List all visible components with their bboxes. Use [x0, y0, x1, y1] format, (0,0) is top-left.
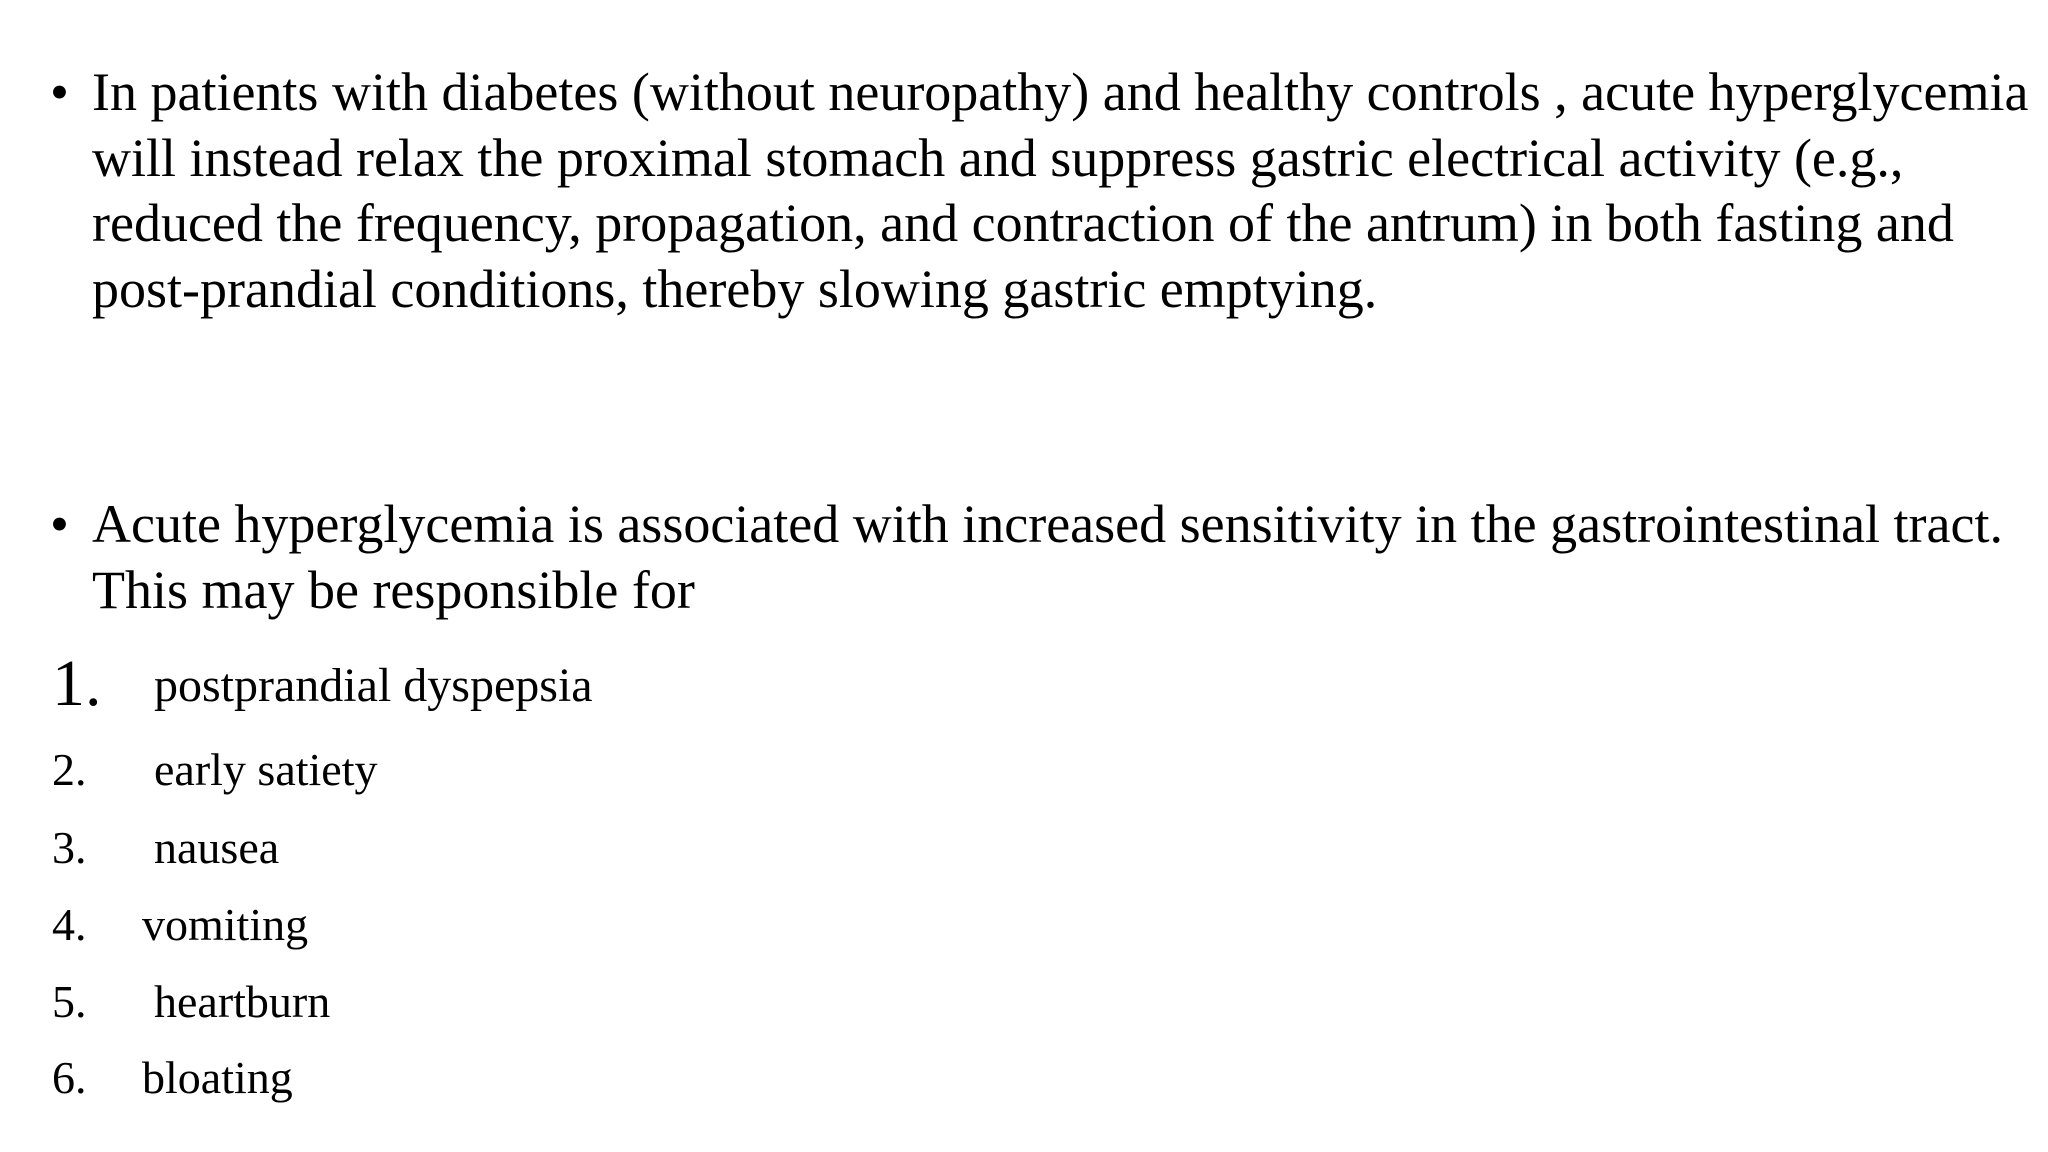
- list-label: postprandial dyspepsia: [154, 659, 593, 712]
- list-label: nausea: [154, 822, 280, 873]
- list-number: 5.: [52, 976, 87, 1027]
- bullet-marker: •: [50, 62, 69, 122]
- bullet-point: [50, 492, 2040, 632]
- bullet-text: Acute hyperglycemia is associated with increased sensitivity in the gastrointestinal tract. This may be responsible for: [92, 494, 2003, 620]
- list-number: 1.: [52, 647, 102, 720]
- bullet-text: In patients with diabetes (without neuropathy) and healthy controls , acute hyperglycemia will instead relax the proximal stomach and suppress gastric electrical activity (e.g., reduced the frequency, propagation, and contraction of the antrum) in both fasting and post-prandial conditions, thereby slowing gastric emptying.: [92, 62, 2029, 319]
- list-number: 6.: [52, 1052, 87, 1103]
- list-label: bloating: [142, 1052, 293, 1103]
- list-number: 2.: [52, 744, 87, 795]
- list-label: early satiety: [154, 744, 378, 795]
- list-item: [52, 974, 330, 1030]
- list-item: [52, 647, 593, 720]
- list-number: 3.: [52, 822, 87, 873]
- bullet-point: [50, 60, 2040, 400]
- list-number: 4.: [52, 899, 87, 950]
- list-item: [52, 1050, 293, 1106]
- list-label: vomiting: [142, 899, 309, 950]
- list-label: heartburn: [154, 976, 331, 1027]
- bullet-marker: •: [50, 494, 69, 554]
- list-item: [52, 820, 279, 876]
- list-item: [52, 742, 378, 798]
- list-item: [52, 897, 308, 953]
